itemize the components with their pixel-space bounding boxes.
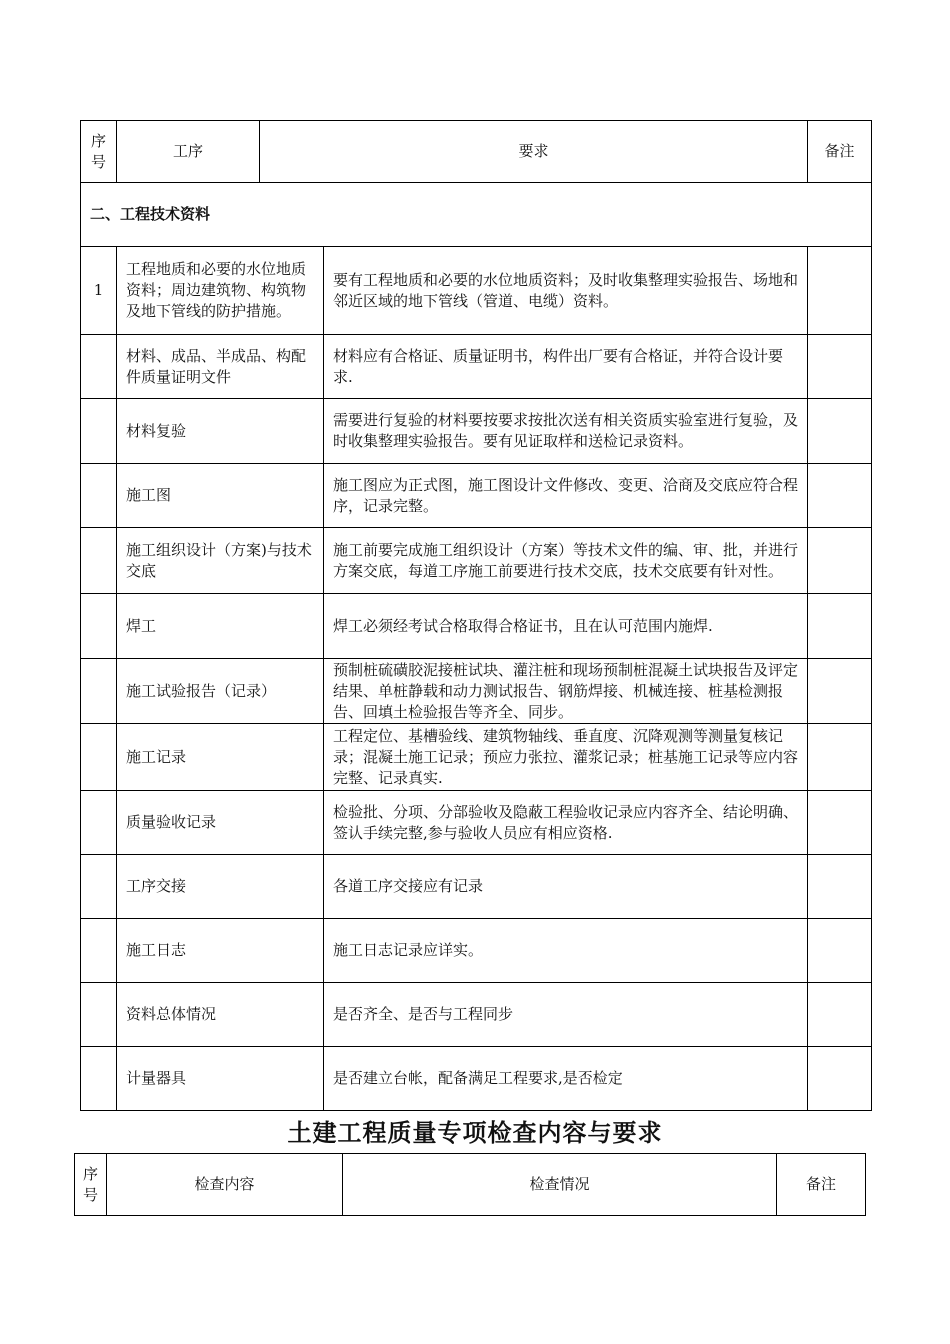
- row-process: 施工试验报告（记录）: [126, 681, 277, 700]
- row-process: 材料复验: [126, 421, 187, 440]
- row-num: 1: [93, 281, 104, 299]
- row-requirement: 各道工序交接应有记录: [333, 877, 484, 895]
- section-heading: 土建工程质量专项检查内容与要求: [287, 1119, 663, 1147]
- row-remark: [808, 247, 871, 334]
- row-process: 材料、成品、半成品、构配件质量证明文件: [126, 346, 307, 386]
- header-num: 序 号: [90, 131, 106, 171]
- row-process: 焊工: [126, 616, 157, 635]
- row-requirement: 材料应有合格证、质量证明书，构件出厂要有合格证，并符合设计要求.: [333, 346, 784, 386]
- row-requirement: 是否齐全、是否与工程同步: [333, 1005, 514, 1023]
- row-process: 资料总体情况: [126, 1005, 217, 1023]
- row-requirement: 需要进行复验的材料要按要求按批次送有相关资质实验室进行复验，及时收集整理实验报告。要有见证取样和送检记录资料。: [333, 411, 799, 450]
- row-process: 工序交接: [126, 877, 187, 895]
- header-remark: 备注: [805, 1175, 836, 1193]
- header-remark: 备注: [824, 142, 855, 160]
- row-process: 计量器具: [126, 1069, 187, 1087]
- row-requirement: 施工前要完成施工组织设计（方案）等技术文件的编、审、批，并进行方案交底，每道工序施工前要进行技术交底，技术交底要有针对性。: [333, 540, 799, 580]
- row-requirement: 焊工必须经考试合格取得合格证书，且在认可范围内施焊.: [333, 616, 713, 635]
- row-process: 施工记录: [126, 747, 187, 766]
- row-process: 质量验收记录: [126, 813, 217, 831]
- row-process: 施工图: [126, 486, 172, 504]
- row-requirement: 工程定位、基槽验线、建筑物轴线、垂直度、沉降观测等测量复核记录；混凝土施工记录；预应力张拉、灌浆记录；桩基施工记录等应内容完整、记录真实.: [333, 726, 799, 787]
- row-process: 工程地质和必要的水位地质资料；周边建筑物、构筑物及地下管线的防护措施。: [126, 260, 307, 320]
- header-requirement: 要求: [518, 142, 549, 160]
- row-requirement: 施工图应为正式图，施工图设计文件修改、变更、洽商及交底应符合程序，记录完整。: [333, 475, 799, 515]
- section-title: 二、工程技术资料: [90, 205, 211, 223]
- row-requirement: 要有工程地质和必要的水位地质资料；及时收集整理实验报告、场地和邻近区域的地下管线（管道、电缆）资料。: [333, 270, 799, 310]
- header-process: 工序: [172, 142, 203, 160]
- header-situation: 检查情况: [529, 1175, 590, 1193]
- header-num: 序 号: [82, 1164, 98, 1204]
- row-requirement: 是否建立台帐，配备满足工程要求,是否检定: [333, 1069, 623, 1087]
- header-content: 检查内容: [194, 1175, 255, 1193]
- row-process: 施工组织设计（方案)与技术交底: [126, 540, 312, 580]
- row-process: 施工日志: [126, 941, 187, 959]
- row-requirement: 检验批、分项、分部验收及隐蔽工程验收记录应内容齐全、结论明确、签认手续完整,参与验收人员应有相应资格.: [333, 802, 799, 842]
- row-requirement: 施工日志记录应详实。: [333, 941, 484, 959]
- row-requirement: 预制桩硫磺胶泥接桩试块、灌注桩和现场预制桩混凝土试块报告及评定结果、单桩静载和动力测试报告、钢筋焊接、机械连接、桩基检测报告、回填土检验报告等齐全、同步。: [333, 660, 799, 721]
